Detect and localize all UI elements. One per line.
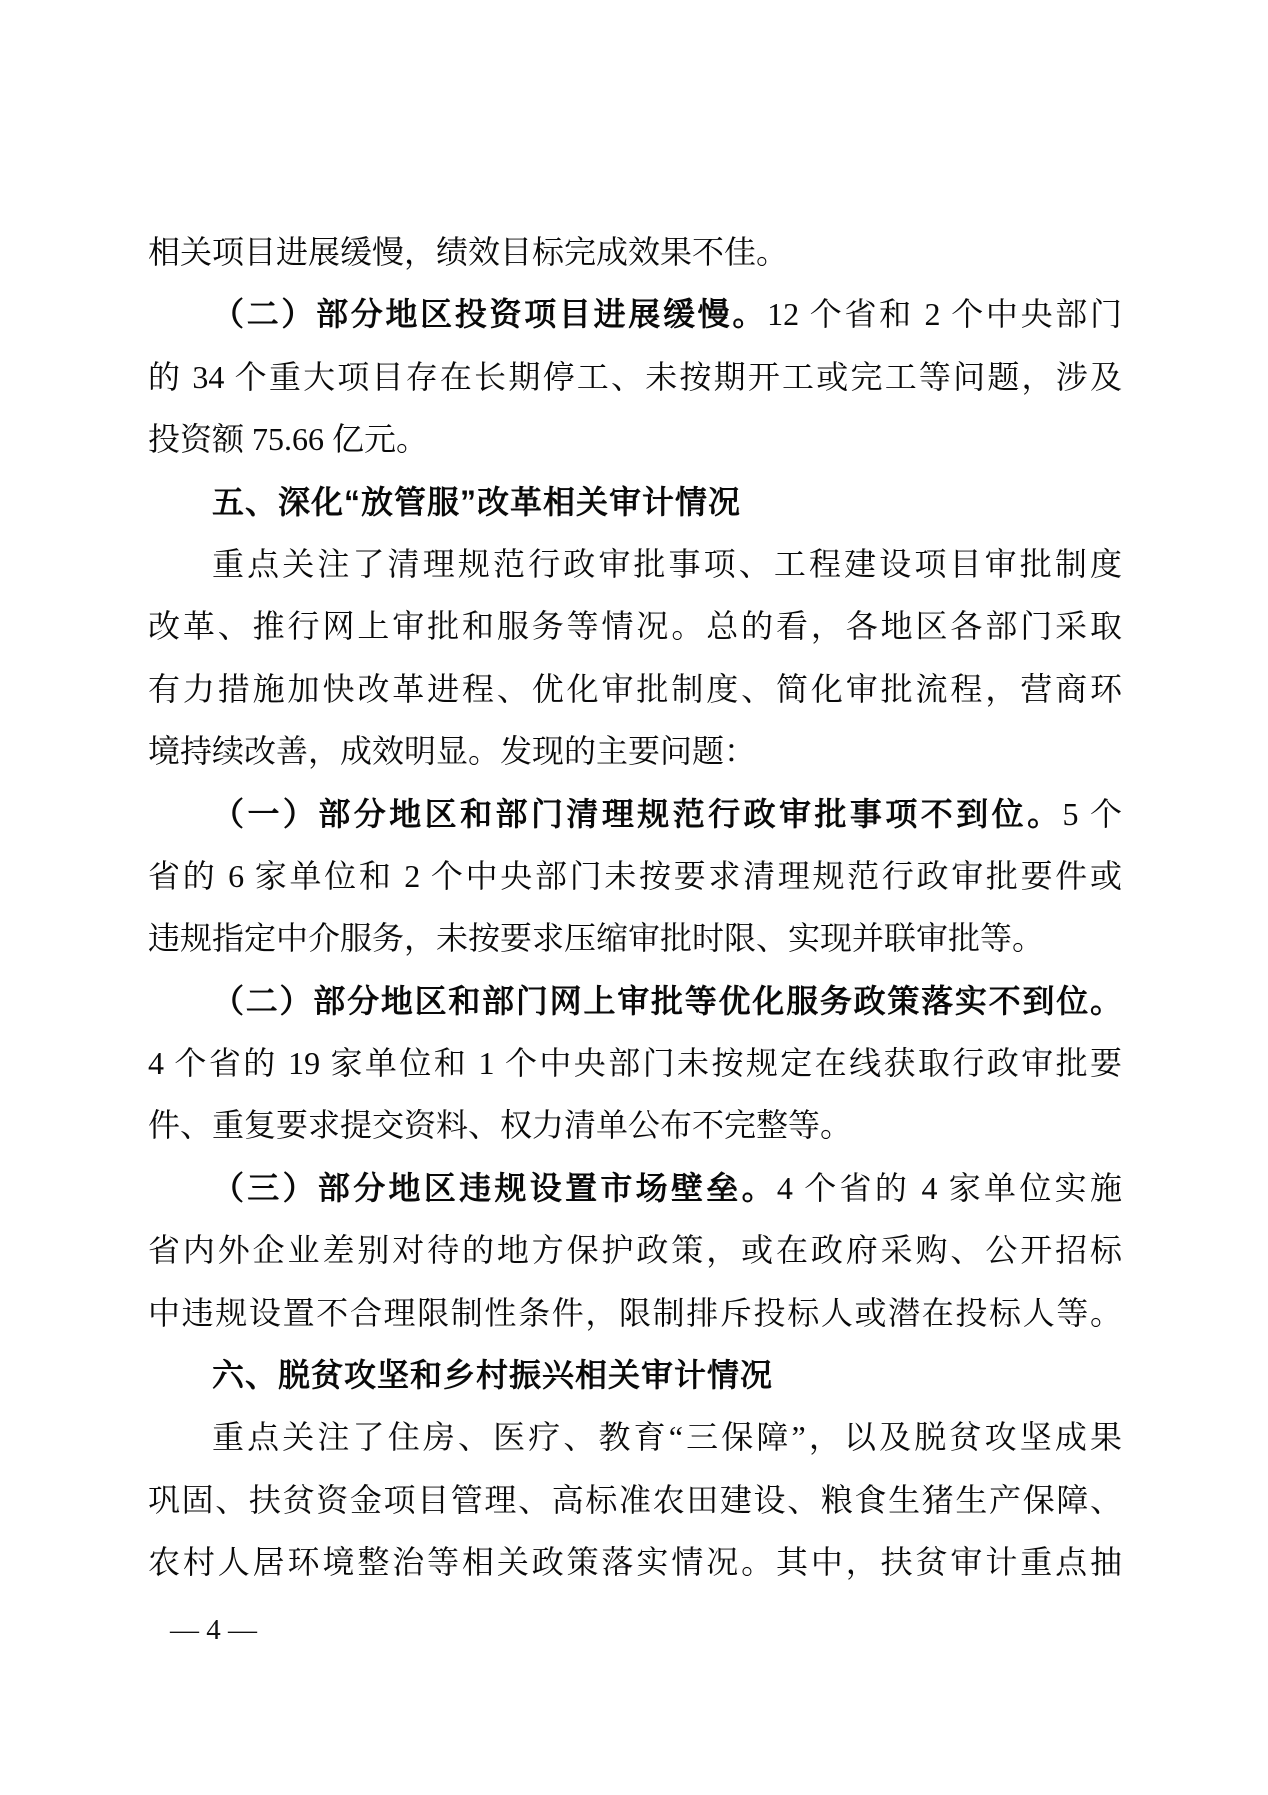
line-text: 省内外企业差别对待的地方保护政策，或在政府采购、公开招标: [148, 1232, 1122, 1269]
item-2-online-service-lead-line: [148, 970, 1122, 1032]
heading-text: 五、深化“放管服”改革相关审计情况: [212, 483, 742, 520]
line-text: 中违规设置不合理限制性条件，限制排斥投标人或潜在投标人等。: [148, 1294, 1122, 1331]
item-2-online-service-line-2: [148, 1032, 1122, 1094]
item-3-market-barrier-line-2: [148, 1219, 1122, 1281]
line-text: 改革、推行网上审批和服务等情况。总的看，各地区各部门采取: [148, 608, 1122, 645]
item-2-online-service-line-3: [148, 1094, 1122, 1156]
page-number: — 4 —: [170, 1614, 257, 1646]
section-5-intro-line-1: [148, 533, 1122, 595]
line-text: 违规指定中介服务，未按要求压缩审批时限、实现并联审批等。: [148, 920, 1045, 957]
section-5-intro-line-2: [148, 595, 1122, 657]
line-text: 的 34 个重大项目存在长期停工、未按期开工或完工等问题，涉及: [148, 358, 1122, 395]
item-2-investment-line-3: [148, 408, 1122, 470]
line-text: 农村人居环境整治等相关政策落实情况。其中，扶贫审计重点抽: [148, 1544, 1122, 1581]
item-1-approval-line-3: [148, 907, 1122, 969]
item-3-market-barrier-line-3: [148, 1282, 1122, 1344]
item-label-bold: （二）部分地区和部门网上审批等优化服务政策落实不到位。: [212, 982, 1122, 1019]
section-5-intro-line-3: [148, 658, 1122, 720]
item-3-market-barrier-lead-line: [148, 1157, 1122, 1219]
document-body: [148, 221, 1122, 1594]
line-text: 重点关注了住房、医疗、教育“三保障”，以及脱贫攻坚成果: [212, 1419, 1122, 1456]
paragraph-continuation-line: [148, 221, 1122, 283]
heading-text: 六、脱贫攻坚和乡村振兴相关审计情况: [212, 1357, 774, 1394]
section-5-heading: [148, 471, 1122, 533]
item-label-bold: （三）部分地区违规设置市场壁垒。: [212, 1169, 777, 1206]
line-text: 巩固、扶贫资金项目管理、高标准农田建设、粮食生猪生产保障、: [148, 1481, 1122, 1518]
item-1-approval-line-2: [148, 845, 1122, 907]
line-text: 有力措施加快改革进程、优化审批制度、简化审批流程，营商环: [148, 670, 1122, 707]
item-1-approval-lead-line: [148, 783, 1122, 845]
line-text: 4 个省的 4 家单位实施: [776, 1169, 1122, 1206]
item-label-bold: （一）部分地区和部门清理规范行政审批事项不到位。: [212, 795, 1063, 832]
line-text: 5 个: [1062, 795, 1122, 832]
section-6-heading: [148, 1344, 1122, 1406]
line-text: 境持续改善，成效明显。发现的主要问题：: [148, 733, 757, 770]
line-text: 12 个省和 2 个中央部门: [767, 296, 1122, 333]
line-text: 投资额 75.66 亿元。: [148, 421, 429, 458]
line-text: 省的 6 家单位和 2 个中央部门未按要求清理规范行政审批要件或: [148, 857, 1122, 894]
section-6-intro-line-2: [148, 1469, 1122, 1531]
section-6-intro-line-3: [148, 1531, 1122, 1593]
line-text: 件、重复要求提交资料、权力清单公布不完整等。: [148, 1107, 853, 1144]
item-2-investment-line-2: [148, 346, 1122, 408]
item-label-bold: （二）部分地区投资项目进展缓慢。: [212, 296, 768, 333]
section-6-intro-line-1: [148, 1406, 1122, 1468]
line-text: 相关项目进展缓慢，绩效目标完成效果不佳。: [148, 234, 789, 270]
section-5-intro-line-4: [148, 720, 1122, 782]
line-text: 重点关注了清理规范行政审批事项、工程建设项目审批制度: [212, 545, 1122, 582]
item-2-investment-lead-line: [148, 283, 1122, 345]
line-text: 4 个省的 19 家单位和 1 个中央部门未按规定在线获取行政审批要: [148, 1045, 1122, 1082]
